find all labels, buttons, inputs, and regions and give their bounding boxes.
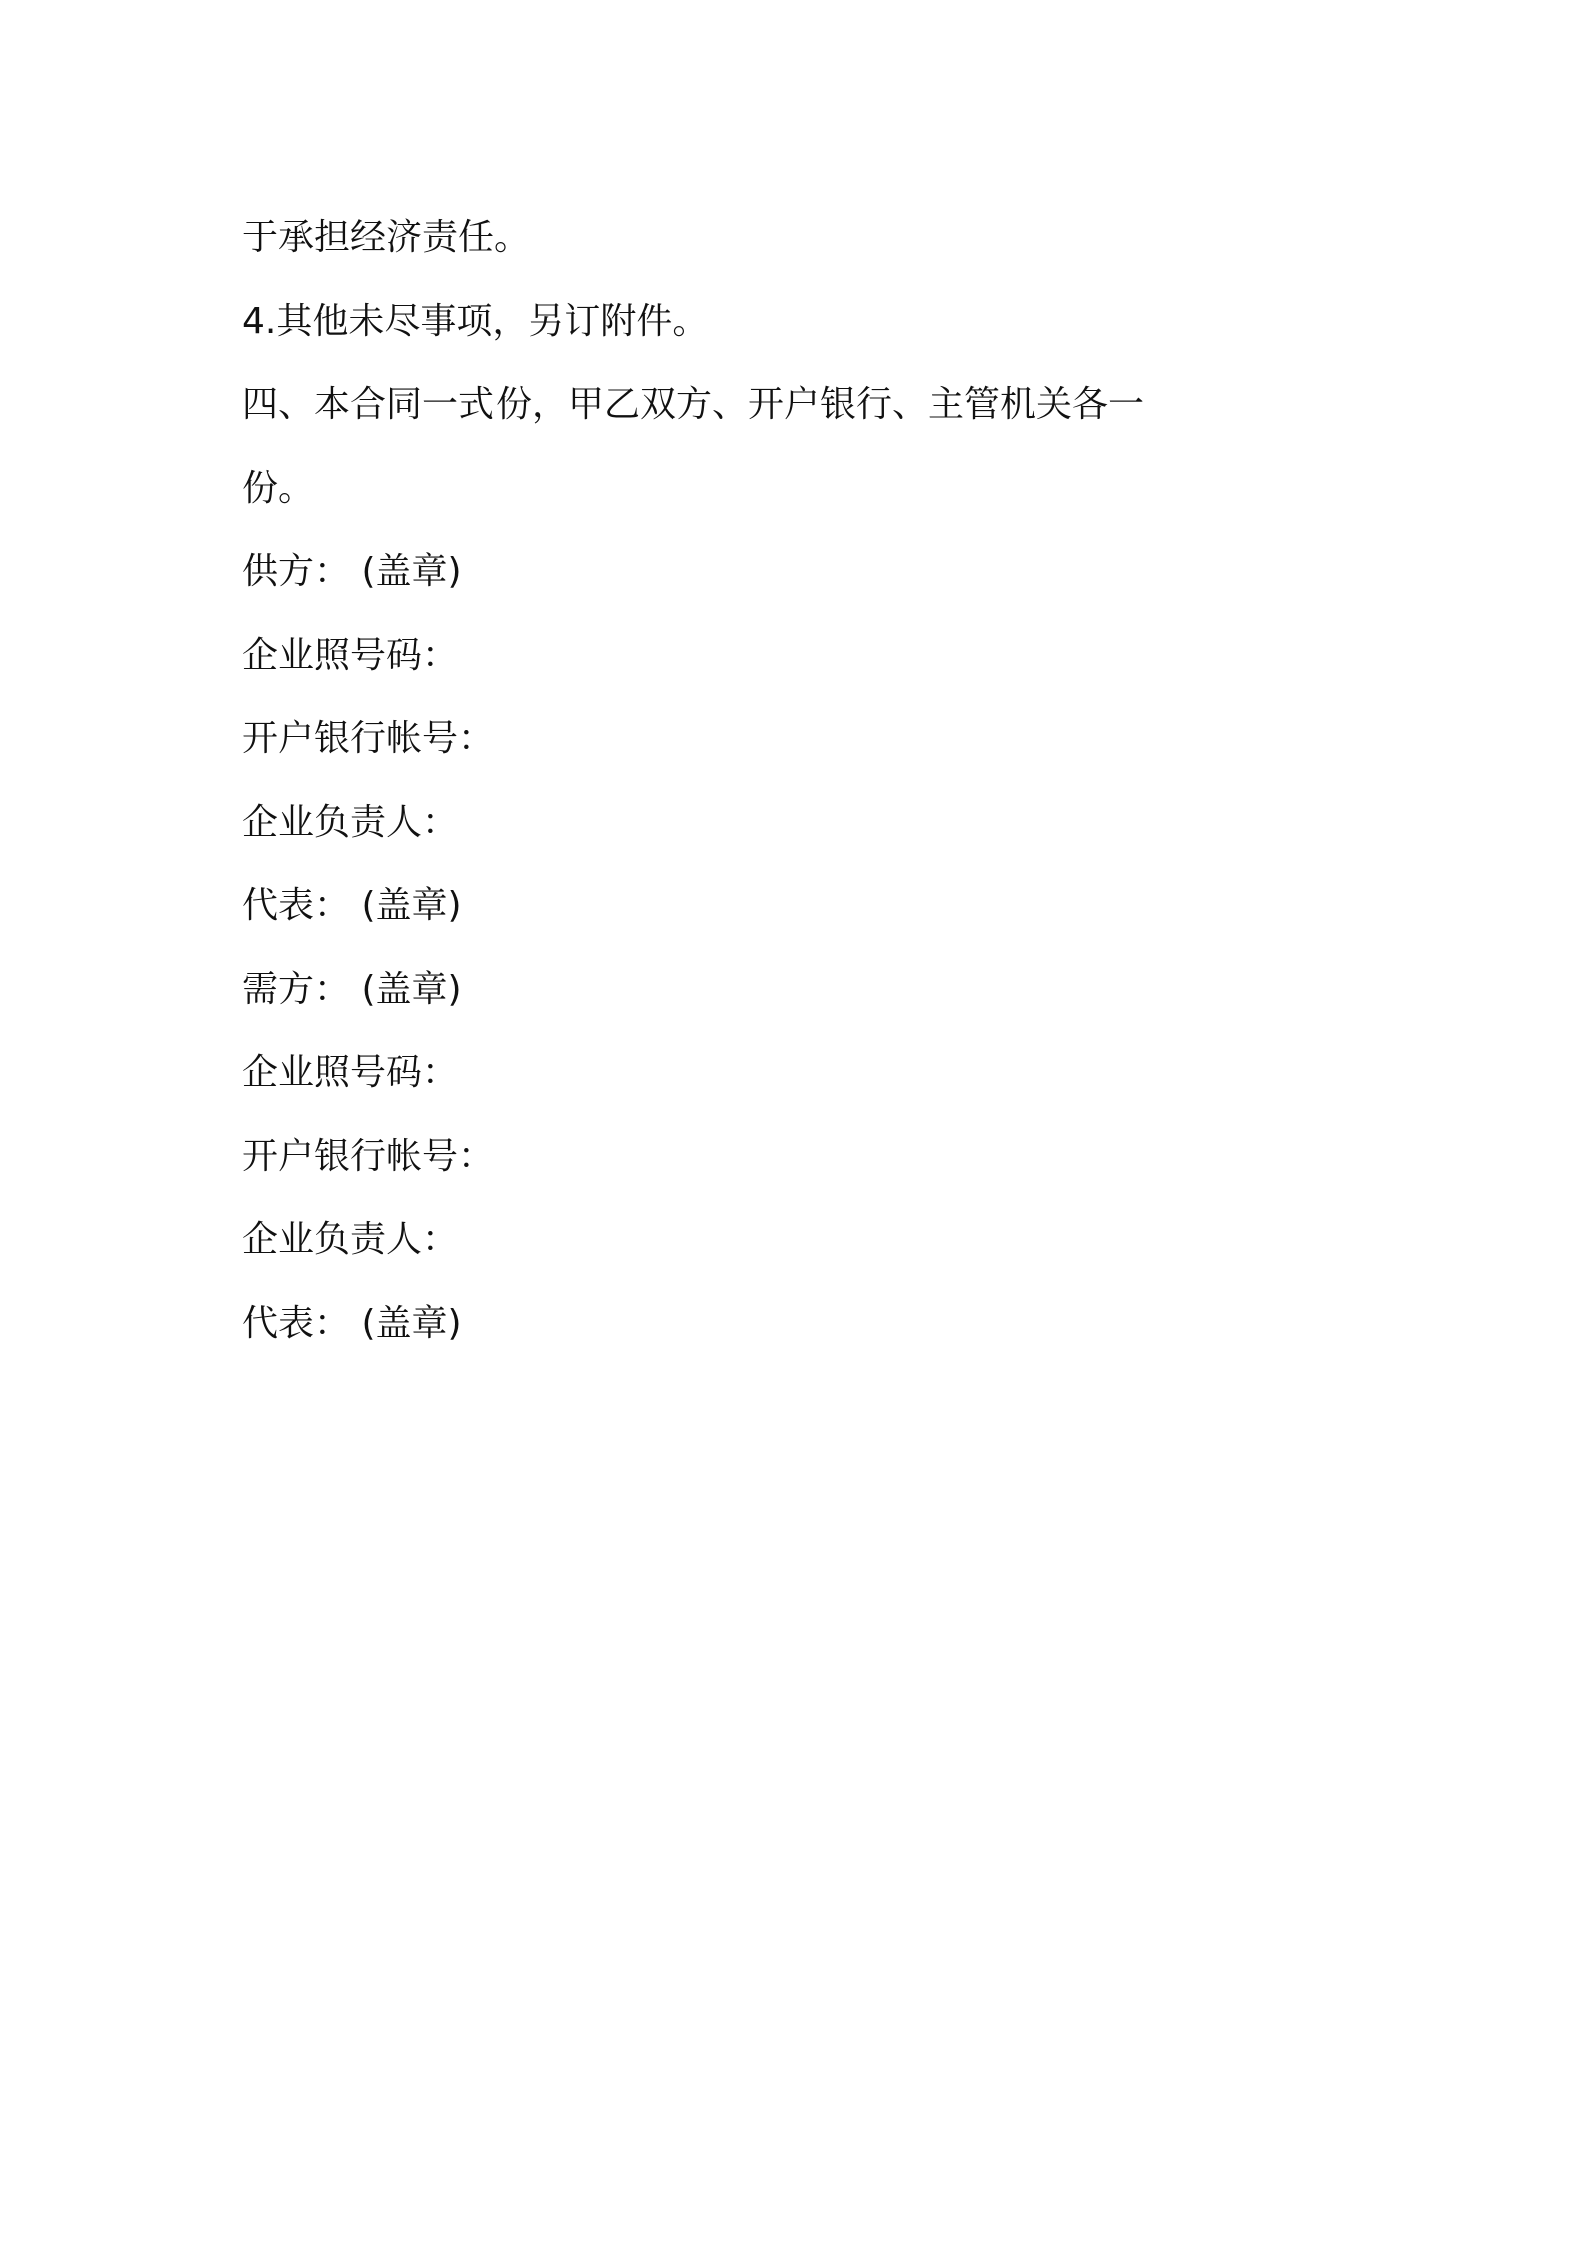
line-text: 企业照号码： xyxy=(242,634,459,676)
supplier-seal-line xyxy=(242,530,1362,614)
line-text: 开户银行帐号： xyxy=(242,1135,495,1177)
contract-copies-suffix: 份，甲乙双方、开户银行、主管机关各一 xyxy=(496,384,1145,425)
supplier-bank-account-line xyxy=(242,697,1362,781)
buyer-seal-line xyxy=(242,948,1362,1032)
line-text: 企业照号码： xyxy=(242,1052,459,1093)
line-text: 份。 xyxy=(242,467,315,509)
line-text: 开户银行帐号： xyxy=(242,718,495,759)
buyer-representative-line xyxy=(242,1282,1362,1366)
supplier-company-number-line xyxy=(242,614,1362,698)
document-body xyxy=(242,196,1362,1365)
line-text: 企业负责人： xyxy=(242,1219,459,1260)
line-text: 需方： (盖章) xyxy=(242,968,462,1010)
supplier-representative-line xyxy=(242,864,1362,948)
line-text: 4.其他未尽事项，另订附件。 xyxy=(242,300,709,342)
supplier-responsible-person-line xyxy=(242,781,1362,865)
line-text: 企业负责人： xyxy=(242,801,459,843)
line-text: 供方： (盖章) xyxy=(242,551,462,592)
line-text: 代表： (盖章) xyxy=(242,1302,462,1344)
line-text: 代表： (盖章) xyxy=(242,885,462,926)
buyer-bank-account-line xyxy=(242,1115,1362,1199)
line-text: 于承担经济责任。 xyxy=(242,217,531,258)
contract-copies-prefix: 四、本合同一式 xyxy=(242,384,495,425)
buyer-company-number-line xyxy=(242,1031,1362,1115)
contract-copies-line xyxy=(242,363,1362,447)
buyer-responsible-person-line xyxy=(242,1198,1362,1282)
paragraph-line xyxy=(242,196,1362,280)
paragraph-line xyxy=(242,280,1362,364)
paragraph-line xyxy=(242,447,1362,531)
